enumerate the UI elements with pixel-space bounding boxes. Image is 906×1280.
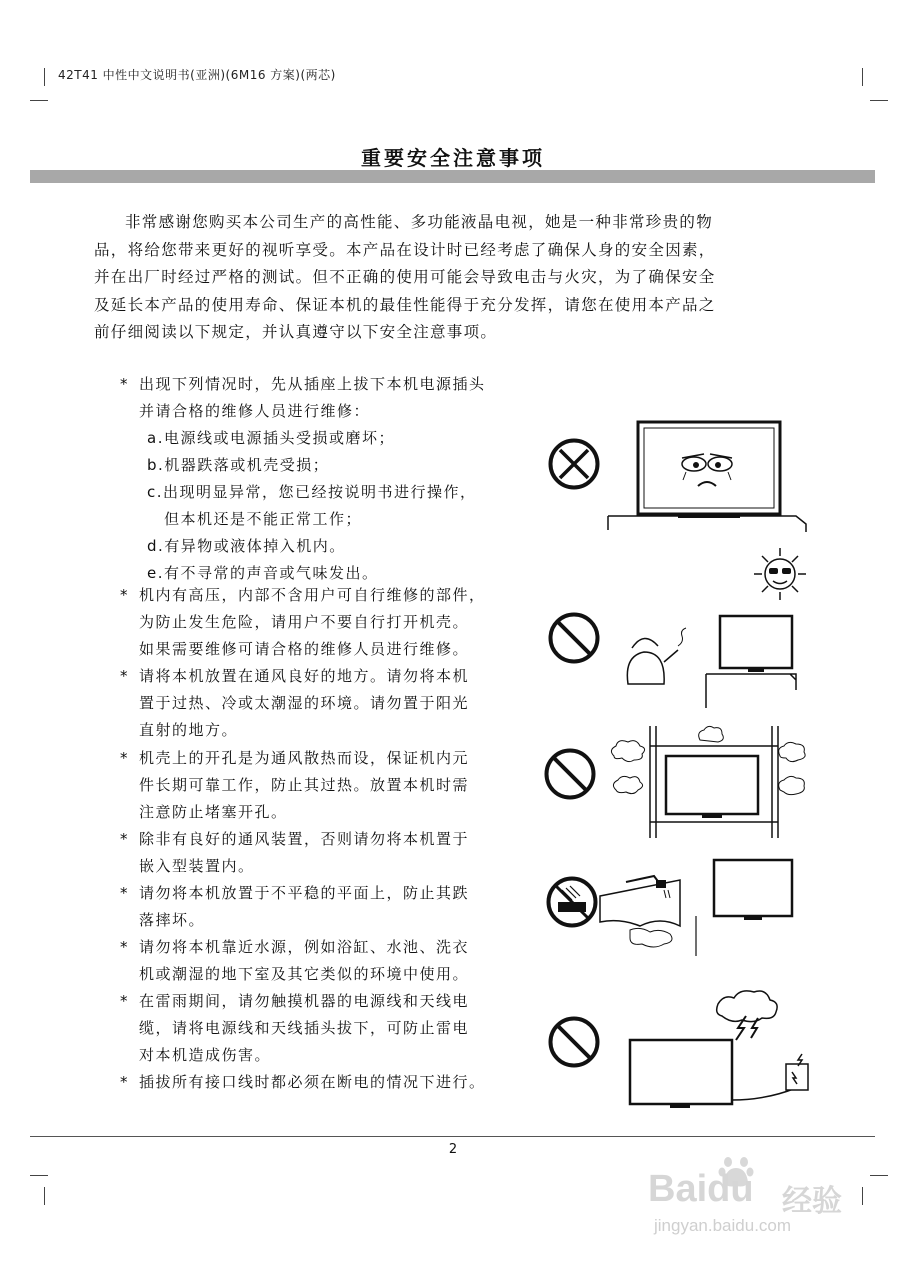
item-text: 机内有高压，内部不含用户可自行维修的部件， (139, 586, 486, 604)
sub-item-a: a.电源线或电源插头受损或磨坏； (147, 429, 395, 447)
sub-item-e: e.有不寻常的声音或气味发出。 (147, 564, 379, 582)
bullet-star: * (120, 938, 129, 956)
intro-line: 及延长本产品的使用寿命、保证本机的最佳性能得于充分发挥，请您在使用本产品之 (94, 295, 716, 314)
intro-line: 前仔细阅读以下规定，并认真遵守以下安全注意事项。 (94, 323, 498, 341)
safety-item-3 (120, 663, 469, 691)
bullet-star: * (120, 830, 129, 848)
safety-item-2 (120, 582, 486, 610)
page-number: 2 (448, 1142, 458, 1157)
item-text: 请勿将本机靠近水源，例如浴缸、水池、洗衣 (139, 938, 470, 956)
bullet-star: * (120, 1073, 129, 1091)
watermark-url: jingyan.baidu.com (654, 1216, 792, 1235)
title-divider (30, 170, 875, 183)
item-text: 除非有良好的通风装置，否则请勿将本机置于 (139, 830, 470, 848)
bullet-star: * (120, 375, 129, 393)
safety-item-4 (120, 745, 469, 773)
crop-mark (30, 1175, 48, 1176)
intro-paragraph (94, 209, 806, 347)
sun-icon (754, 548, 806, 600)
item-text: 插拔所有接口线时都必须在断电的情况下进行。 (139, 1073, 486, 1091)
item-text: 机壳上的开孔是为通风散热而设，保证机内元 (139, 749, 470, 767)
bullet-star: * (120, 884, 129, 902)
sad-tv-illustration (608, 420, 808, 532)
watermark-brand-cn: 经验 (782, 1184, 842, 1219)
kettle-tv-illustration (620, 612, 800, 708)
item-text-cont: 件长期可靠工作，防止其过热。放置本机时需 (139, 776, 470, 794)
item-text-cont: 注意防止堵塞开孔。 (139, 803, 288, 821)
baidu-watermark (642, 1150, 882, 1240)
sub-item-c-cont: 但本机还是不能正常工作； (164, 510, 363, 528)
prohibited-icon (548, 1016, 600, 1068)
bullet-star: * (120, 586, 129, 604)
item-text: 出现下列情况时，先从插座上拔下本机电源插头 (139, 375, 486, 393)
item-text-cont: 缆，请将电源线和天线插头拔下，可防止雷电 (139, 1019, 470, 1037)
item-text: 请勿将本机放置于不平稳的平面上，防止其跌 (139, 884, 470, 902)
item-text-cont: 为防止发生危险，请用户不要自行打开机壳。 (139, 613, 470, 631)
sub-item-c: c.出现明显异常，您已经按说明书进行操作， (147, 483, 477, 501)
safety-item-9 (120, 1069, 486, 1097)
water-tv-illustration (600, 856, 800, 956)
item-text-cont: 嵌入型装置内。 (139, 857, 255, 875)
sub-item-d: d.有异物或液体掉入机内。 (147, 537, 346, 555)
footer-divider (30, 1136, 875, 1137)
crop-mark (862, 68, 863, 86)
item-text-cont: 并请合格的维修人员进行维修： (139, 402, 371, 420)
intro-line: 品，将给您带来更好的视听享受。本产品在设计时已经考虑了确保人身的安全因素， (94, 240, 716, 259)
item-text-cont: 置于过热、冷或太潮湿的环境。请勿置于阳光 (139, 694, 470, 712)
page-title: 重要安全注意事项 (361, 146, 545, 170)
enclosed-tv-illustration (608, 726, 808, 838)
bullet-star: * (120, 667, 129, 685)
intro-line: 并在出厂时经过严格的测试。但不正确的使用可能会导致电击与火灾，为了确保安全 (94, 268, 716, 286)
safety-item-1 (120, 371, 486, 399)
crop-mark (870, 100, 888, 101)
no-water-icon (546, 876, 598, 928)
item-text: 在雷雨期间，请勿触摸机器的电源线和天线电 (139, 992, 470, 1010)
bullet-star: * (120, 992, 129, 1010)
item-text-cont: 直射的地方。 (139, 721, 239, 739)
storm-tv-illustration (626, 988, 816, 1114)
item-text-cont: 机或潮湿的地下室及其它类似的环境中使用。 (139, 965, 470, 983)
watermark-brand: Baidu (648, 1168, 754, 1210)
crop-mark (30, 100, 48, 101)
item-text-cont: 如果需要维修可请合格的维修人员进行维修。 (139, 640, 470, 658)
prohibited-icon (548, 612, 600, 664)
sub-item-b: b.机器跌落或机壳受损； (147, 456, 330, 474)
crop-mark (44, 1187, 45, 1205)
bullet-star: * (120, 749, 129, 767)
prohibited-x-icon (548, 438, 600, 490)
crop-mark (44, 68, 45, 86)
safety-item-7 (120, 934, 469, 962)
safety-item-6 (120, 880, 469, 908)
prohibited-icon (544, 748, 596, 800)
item-text-cont: 落摔坏。 (139, 911, 206, 929)
intro-line: 非常感谢您购买本公司生产的高性能、多功能液晶电视，她是一种非常珍贵的物 (125, 213, 714, 231)
item-text-cont: 对本机造成伤害。 (139, 1046, 272, 1064)
safety-item-5 (120, 826, 469, 854)
item-text: 请将本机放置在通风良好的地方。请勿将本机 (139, 667, 470, 685)
safety-item-8 (120, 988, 469, 1016)
document-id: 42T41 中性中文说明书(亚洲)(6M16 方案)(两芯) (58, 68, 336, 82)
